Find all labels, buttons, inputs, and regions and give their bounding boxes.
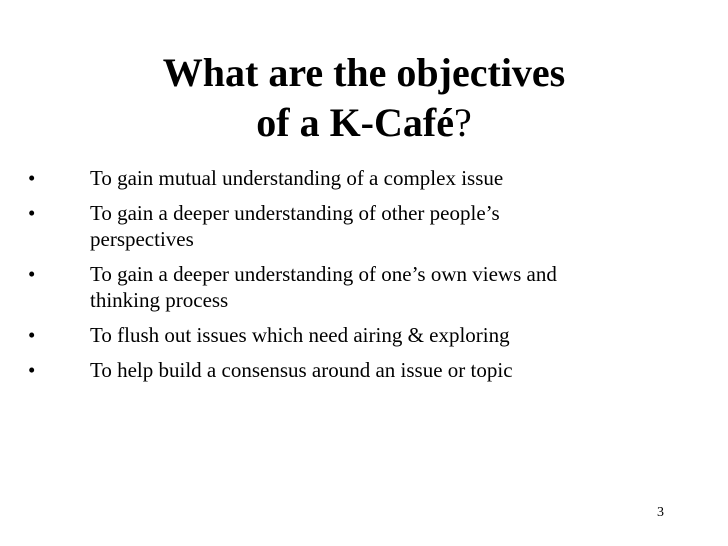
- bullet-item: [28, 357, 710, 383]
- bullet-text: To gain mutual understanding of a complex issue: [90, 166, 504, 190]
- title-line-2: [0, 98, 728, 148]
- bullet-marker: •: [28, 166, 36, 190]
- bullet-marker: •: [28, 358, 36, 382]
- bullet-text: To flush out issues which need airing & exploring: [90, 323, 510, 347]
- page-number: 3: [657, 505, 664, 520]
- title-line-2-text: of a K-Café: [256, 100, 454, 145]
- bullet-list: [28, 165, 648, 392]
- bullet-text: To gain a deeper understanding of one’s own views and thinking process: [90, 262, 557, 312]
- bullet-marker: •: [28, 201, 36, 225]
- bullet-item: [28, 165, 710, 191]
- bullet-item: [28, 261, 710, 313]
- bullet-text: To gain a deeper understanding of other people’s perspectives: [90, 201, 500, 251]
- bullet-marker: •: [28, 323, 36, 347]
- bullet-item: [28, 322, 710, 348]
- bullet-item: [28, 200, 710, 252]
- bullet-text: To help build a consensus around an issue or topic: [90, 358, 513, 382]
- bullet-marker: •: [28, 262, 36, 286]
- title-question-mark: ?: [453, 100, 472, 145]
- slide-title: [0, 48, 728, 148]
- title-line-1: What are the objectives: [162, 50, 566, 95]
